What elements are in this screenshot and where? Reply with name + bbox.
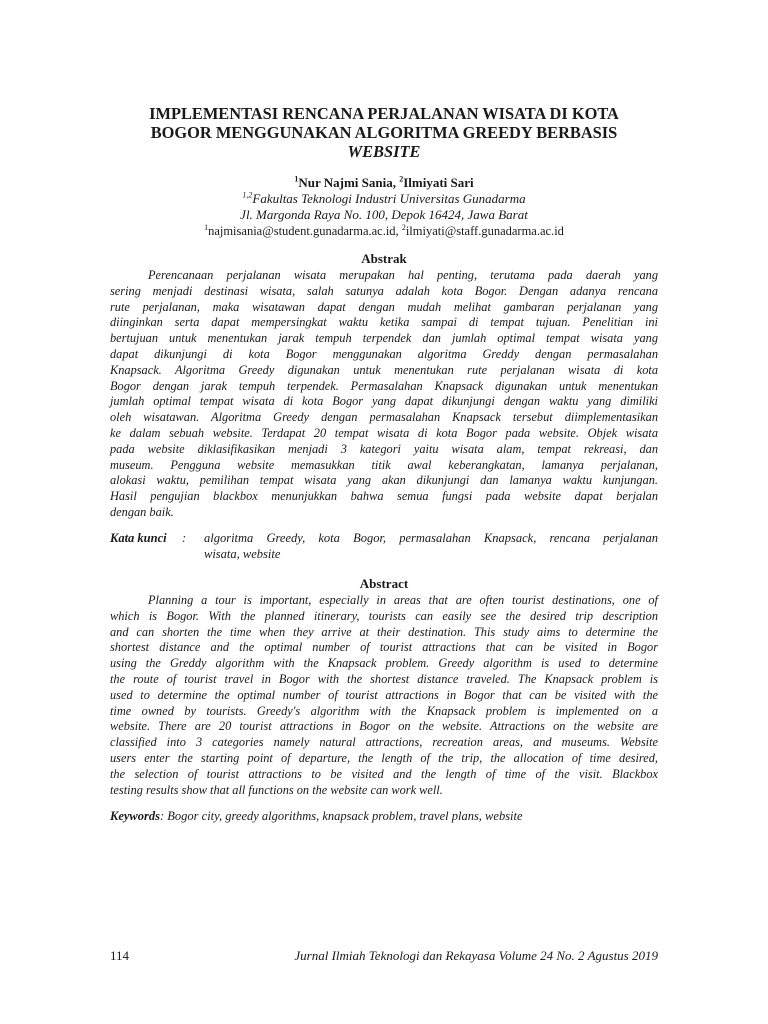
abstrak-line: oleh wisatawan. Algoritma Greedy dengan permasalahan Knapsack tersebut diimplementasikan [110, 410, 658, 425]
kata-kunci-line: wisata, website [204, 546, 281, 561]
abstract-line: which is Bogor. With the planned itinerary, tourists can easily see the desired trip description [110, 608, 658, 623]
abstrak-line: museum. Pengguna website memasukkan titik awal keberangkatan, lamanya perjalanan, [110, 457, 658, 472]
author-2-marker: 2 [399, 174, 404, 184]
abstract-line: the route of tourist travel in Bogor with the shortest distance traveled. The Knapsack problem is [110, 671, 658, 686]
abstract-line: shortest distance and the optimal number of tourist attractions that can be visited in Bogor [110, 640, 658, 655]
title-line-2: BOGOR MENGGUNAKAN ALGORITMA GREEDY BERBASIS [150, 123, 618, 142]
paper-title [100, 104, 668, 161]
abstrak-line: Hasil pengujian blackbox menunjukkan bahwa semua fungsi pada website dapat berjalan [110, 489, 658, 504]
abstrak-line: alokasi waktu, pemilihan tempat wisata yang akan dikunjungi dan lamanya waktu kunjungan. [110, 473, 658, 488]
affiliation-faculty [100, 191, 668, 207]
abstract-line: users enter the starting point of departure, the length of the trip, the allocation of time desired, [110, 750, 658, 765]
abstrak-line: rute perjalanan, maka wisatawan dapat dengan mudah melihat gambaran perjalanan yang [110, 299, 658, 314]
author-2-name: Ilmiyati Sari [403, 175, 474, 190]
affiliation-marker: 1,2 [242, 190, 253, 200]
title-line-3: WEBSITE [347, 142, 421, 161]
abstrak-line: ke dalam sebuah website. Terdapat 20 tempat wisata di kota Bogor pada website. Objek wisata [110, 425, 658, 440]
email-1: najmisania@student.gunadarma.ac.id, [208, 224, 402, 238]
abstract-line: website. There are 20 tourist attractions in Bogor on the website. Attractions on the website are [110, 719, 658, 734]
email-2: ilmiyati@staff.gunadarma.ac.id [405, 224, 564, 238]
abstrak-line: pada website diklasifikasikan menjadi 3 kategori yaitu wisata alam, tempat rekreasi, dan [110, 441, 658, 456]
abstract-line: testing results show that all functions on the website can work well. [110, 782, 443, 797]
keywords-label: Keywords [110, 809, 160, 823]
abstract-line: time owned by tourists. Greedy's algorithm with the Knapsack problem is implemented on a [110, 703, 658, 718]
abstract-heading: Abstract [359, 576, 409, 591]
title-line-1: IMPLEMENTASI RENCANA PERJALANAN WISATA DI KOTA [149, 104, 619, 123]
kata-kunci-colon: : [182, 531, 187, 545]
affiliation-address: Jl. Margonda Raya No. 100, Depok 16424, Jawa Barat [240, 207, 528, 222]
keywords-text: : Bogor city, greedy algorithms, knapsack problem, travel plans, website [160, 809, 523, 823]
abstract-body [110, 593, 658, 798]
author-1-name: Nur Najmi Sania, [298, 175, 400, 190]
kata-kunci-label: Kata kunci [110, 531, 167, 545]
abstrak-line: dengan baik. [110, 504, 174, 519]
keywords-row [110, 809, 658, 825]
author-1-marker: 1 [294, 174, 299, 184]
abstrak-line: Perencanaan perjalanan wisata merupakan hal penting, terutama pada daerah yang [148, 268, 658, 282]
email-1-marker: 1 [204, 222, 209, 232]
email-2-marker: 2 [401, 222, 406, 232]
abstrak-body [110, 268, 658, 521]
abstract-line: using the Greddy algorithm with the Knapsack problem. Greedy algorithm is used to determine [110, 656, 658, 671]
abstrak-line: dapat dikunjungi di kota Bogor menggunakan algoritma Greddy dengan permasalahan [110, 346, 658, 361]
abstrak-line: diinginkan serta dapat mempersingkat waktu ketika sampai di tempat tujuan. Penelitian ini [110, 315, 658, 330]
abstract-line: the selection of tourist attractions to be visited and the length of time of the visit. Blackbox [110, 766, 658, 781]
abstrak-line: Bogor dengan jarak tempuh terpendek. Permasalahan Knapsack digunakan untuk menentukan [110, 378, 658, 393]
abstract-line: and can shorten the time when they arrive at their destination. This study aims to determine the [110, 624, 658, 639]
abstract-line: Planning a tour is important, especially in areas that are often tourist destinations, one of [148, 593, 658, 607]
kata-kunci-line: algoritma Greedy, kota Bogor, permasalahan Knapsack, rencana perjalanan [204, 531, 658, 545]
abstrak-line: sering menjadi destinasi wisata, salah satunya adalah kota Bogor. Dengan adanya rencana [110, 283, 658, 298]
faculty-name: Fakultas Teknologi Industri Universitas Gunadarma [252, 191, 526, 206]
author-emails [100, 223, 668, 239]
abstract-line: classified into 3 categories namely natural attractions, recreation areas, and museums. Website [110, 735, 658, 750]
abstrak-line: Knapsack. Algoritma Greedy digunakan untuk menentukan rute perjalanan wisata di kota [110, 362, 658, 377]
abstrak-line: bertujuan untuk menentukan jarak tempuh terpendek dan jumlah optimal tempat wisata yang [110, 331, 658, 346]
page-number: 114 [110, 948, 130, 963]
author-line [100, 175, 668, 191]
abstrak-line: jumlah optimal tempat wisata di kota Bogor yang dapat dikunjungi dengan waktu yang dimiliki [110, 394, 658, 409]
journal-citation: Jurnal Ilmiah Teknologi dan Rekayasa Volume 24 No. 2 Agustus 2019 [294, 948, 658, 963]
abstract-line: used to determine the optimal number of tourist attractions in Bogor that can be visited with the [110, 687, 658, 702]
kata-kunci-text [204, 531, 658, 563]
abstrak-heading: Abstrak [361, 251, 407, 266]
